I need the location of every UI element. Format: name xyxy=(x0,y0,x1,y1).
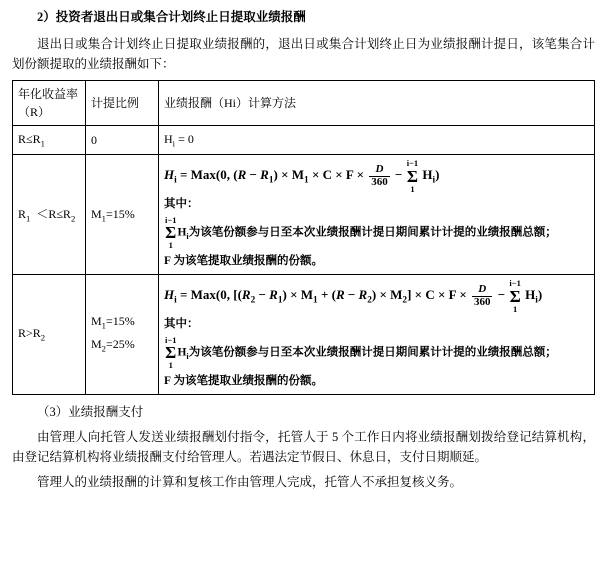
header-method: 业绩报酬（Hi）计算方法 xyxy=(159,81,595,126)
table-header-row xyxy=(13,81,595,126)
header-rate: 年化收益率（R） xyxy=(13,81,86,126)
formula-2: $H_i = Max(0$, $(R - R_1) \times M_1 \times C \times F$ × $\frac{D}{360}$ − i−1 Σ 1 $H_i$) xyxy=(164,158,440,194)
cell-method-3 xyxy=(159,275,595,395)
cell-method-2 xyxy=(159,155,595,275)
note-2-line2: F 为该笔提取业绩报酬的份额。 xyxy=(164,254,323,267)
table-row xyxy=(13,155,595,275)
cell-ratio-1: 0 xyxy=(86,126,159,155)
note-3-line2: F 为该笔提取业绩报酬的份额。 xyxy=(164,374,323,387)
section-heading: 2）投资者退出日或集合计划终止日提取业绩报酬 xyxy=(37,10,306,24)
intro-paragraph: 退出日或集合计划终止日提取业绩报酬的，退出日或集合计划终止日为业绩报酬计提日，该笔集合计划份额提取的业绩报酬如下： xyxy=(12,37,595,71)
cell-ratio-3 xyxy=(86,275,159,395)
note-3-label: 其中： xyxy=(164,318,199,331)
table-row xyxy=(13,275,595,395)
header-ratio: 计提比例 xyxy=(86,81,159,126)
subsection-heading: （3）业绩报酬支付 xyxy=(37,405,144,420)
note-2-label: 其中： xyxy=(164,198,199,211)
note-3-line1: i−1 Σ 1 $H_i$为该笔份额参与日至本次业绩报酬计提日期间累计计提的业绩报酬总额； xyxy=(165,334,557,371)
payment-paragraph-1: 由管理人向托管人发送业绩报酬划付指令，托管人于 5 个工作日内将业绩报酬划拨给登记结算机构，由登记结算机构将业绩报酬支付给管理人。若遇法定节假日、休息日，支付日期顺延。 xyxy=(12,430,595,464)
cell-rate-2: $R_1 <R\le R_2$ xyxy=(13,155,86,275)
cell-ratio-2: $M_1=15\%$ xyxy=(86,155,159,275)
formula-3: $H_i = Max(0$, $[(R_2 - R_1) \times M_1 + (R - R_2) \times M_2] \times C \times F$ × $\frac{D}{360}$ − i−1 Σ 1 $H_i$) xyxy=(164,278,543,314)
cell-formula-1: $H_i = 0$ xyxy=(159,126,595,155)
performance-fee-table xyxy=(12,80,595,395)
cell-rate-1: $R\le R_1$ xyxy=(13,126,86,155)
ratio-3-line2: $M_2=25\%$ xyxy=(91,336,135,354)
note-2-line1: i−1 Σ 1 $H_i$为该笔份额参与日至本次业绩报酬计提日期间累计计提的业绩报酬总额； xyxy=(165,214,557,251)
payment-paragraph-2: 管理人的业绩报酬的计算和复核工作由管理人完成，托管人不承担复核义务。 xyxy=(37,475,463,490)
ratio-3-line1: $M_1=15\%$ xyxy=(91,314,135,331)
cell-rate-3: $R>R_2$ xyxy=(13,275,86,395)
table-row xyxy=(13,126,595,155)
